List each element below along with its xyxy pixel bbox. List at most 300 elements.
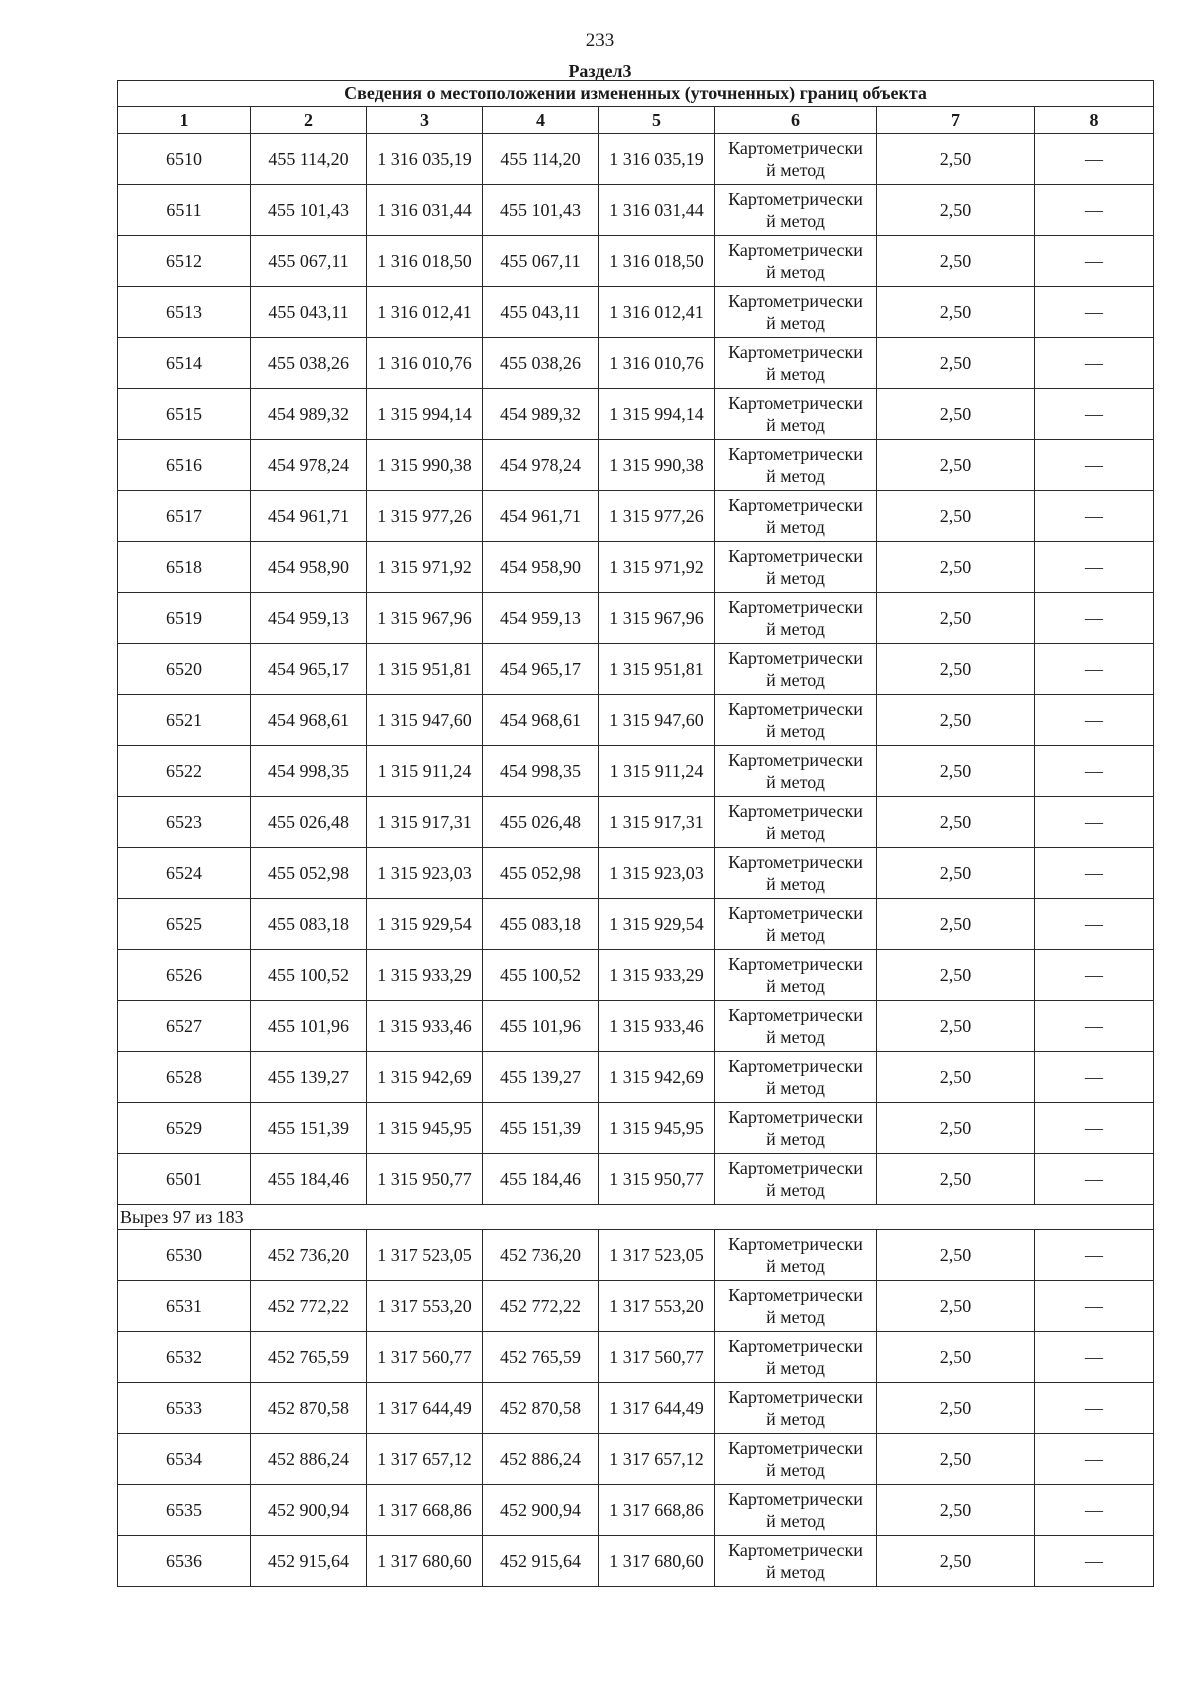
x-coordinate-existing-cell: 455 083,18 xyxy=(251,899,367,950)
method-cell xyxy=(715,389,877,440)
note-cell: — xyxy=(1035,1154,1154,1205)
note-cell: — xyxy=(1035,440,1154,491)
method-line-2: й метод xyxy=(766,211,825,231)
x-coordinate-existing-cell: 454 961,71 xyxy=(251,491,367,542)
method-line-1: Картометрически xyxy=(728,1285,863,1305)
y-coordinate-new-cell: 1 317 680,60 xyxy=(599,1536,715,1587)
method-line-1: Картометрически xyxy=(728,852,863,872)
x-coordinate-new-cell: 455 101,96 xyxy=(483,1001,599,1052)
point-number-cell: 6528 xyxy=(118,1052,251,1103)
method-cell xyxy=(715,593,877,644)
point-number-cell: 6535 xyxy=(118,1485,251,1536)
table-row xyxy=(118,185,1154,236)
table-row xyxy=(118,1052,1154,1103)
table-row xyxy=(118,1536,1154,1587)
note-cell: — xyxy=(1035,338,1154,389)
method-line-2: й метод xyxy=(766,1307,825,1327)
accuracy-cell: 2,50 xyxy=(877,134,1035,185)
accuracy-cell: 2,50 xyxy=(877,1154,1035,1205)
note-cell: — xyxy=(1035,848,1154,899)
x-coordinate-new-cell: 455 114,20 xyxy=(483,134,599,185)
x-coordinate-new-cell: 452 870,58 xyxy=(483,1383,599,1434)
method-line-1: Картометрически xyxy=(728,801,863,821)
accuracy-cell: 2,50 xyxy=(877,185,1035,236)
x-coordinate-existing-cell: 452 915,64 xyxy=(251,1536,367,1587)
y-coordinate-existing-cell: 1 315 990,38 xyxy=(367,440,483,491)
method-cell xyxy=(715,746,877,797)
method-cell xyxy=(715,644,877,695)
y-coordinate-existing-cell: 1 315 942,69 xyxy=(367,1052,483,1103)
point-number-cell: 6515 xyxy=(118,389,251,440)
note-cell: — xyxy=(1035,1485,1154,1536)
table-row xyxy=(118,542,1154,593)
method-line-1: Картометрически xyxy=(728,291,863,311)
x-coordinate-existing-cell: 455 038,26 xyxy=(251,338,367,389)
y-coordinate-new-cell: 1 315 911,24 xyxy=(599,746,715,797)
column-number: 8 xyxy=(1035,107,1154,134)
point-number-cell: 6529 xyxy=(118,1103,251,1154)
point-number-cell: 6522 xyxy=(118,746,251,797)
x-coordinate-existing-cell: 455 101,43 xyxy=(251,185,367,236)
y-coordinate-new-cell: 1 317 553,20 xyxy=(599,1281,715,1332)
note-cell: — xyxy=(1035,1332,1154,1383)
x-coordinate-new-cell: 452 886,24 xyxy=(483,1434,599,1485)
method-line-2: й метод xyxy=(766,262,825,282)
method-line-1: Картометрически xyxy=(728,138,863,158)
table-row xyxy=(118,389,1154,440)
method-line-2: й метод xyxy=(766,1460,825,1480)
accuracy-cell: 2,50 xyxy=(877,899,1035,950)
method-cell xyxy=(715,1332,877,1383)
point-number-cell: 6514 xyxy=(118,338,251,389)
x-coordinate-new-cell: 454 965,17 xyxy=(483,644,599,695)
x-coordinate-new-cell: 455 052,98 xyxy=(483,848,599,899)
y-coordinate-new-cell: 1 315 947,60 xyxy=(599,695,715,746)
accuracy-cell: 2,50 xyxy=(877,287,1035,338)
method-cell xyxy=(715,134,877,185)
table-row xyxy=(118,695,1154,746)
note-cell: — xyxy=(1035,746,1154,797)
method-line-2: й метод xyxy=(766,823,825,843)
method-cell xyxy=(715,1383,877,1434)
method-line-2: й метод xyxy=(766,1027,825,1047)
method-line-1: Картометрически xyxy=(728,1489,863,1509)
method-cell xyxy=(715,695,877,746)
accuracy-cell: 2,50 xyxy=(877,797,1035,848)
accuracy-cell: 2,50 xyxy=(877,1536,1035,1587)
method-cell xyxy=(715,899,877,950)
method-line-2: й метод xyxy=(766,466,825,486)
accuracy-cell: 2,50 xyxy=(877,695,1035,746)
y-coordinate-new-cell: 1 317 657,12 xyxy=(599,1434,715,1485)
method-cell xyxy=(715,542,877,593)
x-coordinate-existing-cell: 452 772,22 xyxy=(251,1281,367,1332)
method-line-1: Картометрически xyxy=(728,954,863,974)
y-coordinate-existing-cell: 1 317 657,12 xyxy=(367,1434,483,1485)
point-number-cell: 6536 xyxy=(118,1536,251,1587)
accuracy-cell: 2,50 xyxy=(877,950,1035,1001)
accuracy-cell: 2,50 xyxy=(877,644,1035,695)
y-coordinate-existing-cell: 1 315 971,92 xyxy=(367,542,483,593)
note-cell: — xyxy=(1035,695,1154,746)
method-cell xyxy=(715,1230,877,1281)
accuracy-cell: 2,50 xyxy=(877,746,1035,797)
table-row xyxy=(118,1281,1154,1332)
y-coordinate-new-cell: 1 315 951,81 xyxy=(599,644,715,695)
y-coordinate-new-cell: 1 315 923,03 xyxy=(599,848,715,899)
method-cell xyxy=(715,797,877,848)
point-number-cell: 6521 xyxy=(118,695,251,746)
y-coordinate-new-cell: 1 316 010,76 xyxy=(599,338,715,389)
method-line-2: й метод xyxy=(766,1358,825,1378)
note-cell: — xyxy=(1035,1001,1154,1052)
note-cell: — xyxy=(1035,389,1154,440)
y-coordinate-new-cell: 1 315 950,77 xyxy=(599,1154,715,1205)
x-coordinate-new-cell: 452 772,22 xyxy=(483,1281,599,1332)
table-row xyxy=(118,1230,1154,1281)
accuracy-cell: 2,50 xyxy=(877,848,1035,899)
table-row xyxy=(118,797,1154,848)
note-cell: — xyxy=(1035,593,1154,644)
method-line-1: Картометрически xyxy=(728,1005,863,1025)
column-number: 1 xyxy=(118,107,251,134)
y-coordinate-new-cell: 1 315 977,26 xyxy=(599,491,715,542)
y-coordinate-new-cell: 1 315 971,92 xyxy=(599,542,715,593)
point-number-cell: 6524 xyxy=(118,848,251,899)
y-coordinate-existing-cell: 1 315 933,46 xyxy=(367,1001,483,1052)
method-cell xyxy=(715,1052,877,1103)
note-cell: — xyxy=(1035,491,1154,542)
method-line-2: й метод xyxy=(766,1511,825,1531)
accuracy-cell: 2,50 xyxy=(877,1281,1035,1332)
method-line-1: Картометрически xyxy=(728,597,863,617)
x-coordinate-existing-cell: 454 968,61 xyxy=(251,695,367,746)
x-coordinate-new-cell: 454 959,13 xyxy=(483,593,599,644)
y-coordinate-new-cell: 1 315 994,14 xyxy=(599,389,715,440)
method-line-1: Картометрически xyxy=(728,903,863,923)
method-cell xyxy=(715,1154,877,1205)
accuracy-cell: 2,50 xyxy=(877,1001,1035,1052)
accuracy-cell: 2,50 xyxy=(877,1230,1035,1281)
y-coordinate-existing-cell: 1 315 911,24 xyxy=(367,746,483,797)
column-number: 2 xyxy=(251,107,367,134)
note-cell: — xyxy=(1035,899,1154,950)
point-number-cell: 6511 xyxy=(118,185,251,236)
group-label-row xyxy=(118,1205,1154,1230)
y-coordinate-existing-cell: 1 315 923,03 xyxy=(367,848,483,899)
table-row xyxy=(118,1103,1154,1154)
point-number-cell: 6501 xyxy=(118,1154,251,1205)
note-cell: — xyxy=(1035,644,1154,695)
x-coordinate-new-cell: 455 026,48 xyxy=(483,797,599,848)
x-coordinate-new-cell: 454 958,90 xyxy=(483,542,599,593)
accuracy-cell: 2,50 xyxy=(877,491,1035,542)
y-coordinate-new-cell: 1 315 917,31 xyxy=(599,797,715,848)
x-coordinate-existing-cell: 455 026,48 xyxy=(251,797,367,848)
point-number-cell: 6526 xyxy=(118,950,251,1001)
y-coordinate-existing-cell: 1 317 523,05 xyxy=(367,1230,483,1281)
method-cell xyxy=(715,491,877,542)
y-coordinate-existing-cell: 1 315 945,95 xyxy=(367,1103,483,1154)
accuracy-cell: 2,50 xyxy=(877,593,1035,644)
x-coordinate-existing-cell: 455 052,98 xyxy=(251,848,367,899)
table-row xyxy=(118,338,1154,389)
table-row xyxy=(118,593,1154,644)
point-number-cell: 6523 xyxy=(118,797,251,848)
point-number-cell: 6530 xyxy=(118,1230,251,1281)
x-coordinate-new-cell: 455 184,46 xyxy=(483,1154,599,1205)
x-coordinate-new-cell: 455 101,43 xyxy=(483,185,599,236)
accuracy-cell: 2,50 xyxy=(877,1485,1035,1536)
method-cell xyxy=(715,185,877,236)
x-coordinate-new-cell: 455 151,39 xyxy=(483,1103,599,1154)
method-line-2: й метод xyxy=(766,517,825,537)
y-coordinate-existing-cell: 1 315 917,31 xyxy=(367,797,483,848)
note-cell: — xyxy=(1035,1536,1154,1587)
point-number-cell: 6527 xyxy=(118,1001,251,1052)
note-cell: — xyxy=(1035,1383,1154,1434)
point-number-cell: 6510 xyxy=(118,134,251,185)
method-line-1: Картометрически xyxy=(728,393,863,413)
y-coordinate-new-cell: 1 316 012,41 xyxy=(599,287,715,338)
x-coordinate-new-cell: 452 765,59 xyxy=(483,1332,599,1383)
x-coordinate-existing-cell: 454 978,24 xyxy=(251,440,367,491)
table-row xyxy=(118,746,1154,797)
method-cell xyxy=(715,338,877,389)
method-line-2: й метод xyxy=(766,976,825,996)
point-number-cell: 6525 xyxy=(118,899,251,950)
y-coordinate-existing-cell: 1 315 951,81 xyxy=(367,644,483,695)
column-number-row xyxy=(118,107,1154,134)
y-coordinate-existing-cell: 1 315 933,29 xyxy=(367,950,483,1001)
point-number-cell: 6518 xyxy=(118,542,251,593)
method-cell xyxy=(715,1485,877,1536)
column-number: 6 xyxy=(715,107,877,134)
x-coordinate-new-cell: 454 961,71 xyxy=(483,491,599,542)
accuracy-cell: 2,50 xyxy=(877,1434,1035,1485)
x-coordinate-existing-cell: 455 100,52 xyxy=(251,950,367,1001)
y-coordinate-new-cell: 1 315 933,46 xyxy=(599,1001,715,1052)
note-cell: — xyxy=(1035,1230,1154,1281)
table-caption: Сведения о местоположении измененных (уточненных) границ объекта xyxy=(118,81,1154,107)
method-cell xyxy=(715,1434,877,1485)
method-line-1: Картометрически xyxy=(728,1540,863,1560)
method-line-2: й метод xyxy=(766,1180,825,1200)
point-number-cell: 6516 xyxy=(118,440,251,491)
y-coordinate-new-cell: 1 315 942,69 xyxy=(599,1052,715,1103)
table-row xyxy=(118,236,1154,287)
point-number-cell: 6517 xyxy=(118,491,251,542)
method-line-2: й метод xyxy=(766,925,825,945)
table-row xyxy=(118,1434,1154,1485)
x-coordinate-existing-cell: 455 139,27 xyxy=(251,1052,367,1103)
y-coordinate-existing-cell: 1 315 929,54 xyxy=(367,899,483,950)
accuracy-cell: 2,50 xyxy=(877,1383,1035,1434)
method-cell xyxy=(715,1536,877,1587)
note-cell: — xyxy=(1035,134,1154,185)
table-body xyxy=(118,134,1154,1587)
coordinates-table xyxy=(117,80,1154,1587)
y-coordinate-new-cell: 1 316 035,19 xyxy=(599,134,715,185)
table-row xyxy=(118,1332,1154,1383)
note-cell: — xyxy=(1035,797,1154,848)
column-number: 3 xyxy=(367,107,483,134)
x-coordinate-existing-cell: 452 886,24 xyxy=(251,1434,367,1485)
method-cell xyxy=(715,440,877,491)
y-coordinate-existing-cell: 1 317 668,86 xyxy=(367,1485,483,1536)
method-line-1: Картометрически xyxy=(728,240,863,260)
y-coordinate-new-cell: 1 316 018,50 xyxy=(599,236,715,287)
accuracy-cell: 2,50 xyxy=(877,542,1035,593)
point-number-cell: 6512 xyxy=(118,236,251,287)
y-coordinate-existing-cell: 1 315 967,96 xyxy=(367,593,483,644)
x-coordinate-existing-cell: 454 959,13 xyxy=(251,593,367,644)
method-line-1: Картометрически xyxy=(728,1438,863,1458)
point-number-cell: 6513 xyxy=(118,287,251,338)
x-coordinate-new-cell: 455 139,27 xyxy=(483,1052,599,1103)
note-cell: — xyxy=(1035,236,1154,287)
y-coordinate-existing-cell: 1 315 947,60 xyxy=(367,695,483,746)
column-number: 5 xyxy=(599,107,715,134)
section-title: Раздел3 xyxy=(568,61,632,81)
method-line-2: й метод xyxy=(766,1078,825,1098)
x-coordinate-existing-cell: 455 184,46 xyxy=(251,1154,367,1205)
table-row xyxy=(118,287,1154,338)
y-coordinate-new-cell: 1 317 644,49 xyxy=(599,1383,715,1434)
y-coordinate-existing-cell: 1 317 644,49 xyxy=(367,1383,483,1434)
method-line-2: й метод xyxy=(766,1256,825,1276)
x-coordinate-existing-cell: 455 151,39 xyxy=(251,1103,367,1154)
note-cell: — xyxy=(1035,1281,1154,1332)
method-line-1: Картометрически xyxy=(728,495,863,515)
method-line-1: Картометрически xyxy=(728,750,863,770)
y-coordinate-new-cell: 1 315 933,29 xyxy=(599,950,715,1001)
method-cell xyxy=(715,1001,877,1052)
x-coordinate-new-cell: 452 900,94 xyxy=(483,1485,599,1536)
method-line-1: Картометрически xyxy=(728,444,863,464)
table-row xyxy=(118,440,1154,491)
accuracy-cell: 2,50 xyxy=(877,440,1035,491)
y-coordinate-new-cell: 1 317 523,05 xyxy=(599,1230,715,1281)
y-coordinate-new-cell: 1 317 668,86 xyxy=(599,1485,715,1536)
method-line-2: й метод xyxy=(766,670,825,690)
method-line-1: Картометрически xyxy=(728,546,863,566)
x-coordinate-existing-cell: 452 736,20 xyxy=(251,1230,367,1281)
x-coordinate-new-cell: 452 736,20 xyxy=(483,1230,599,1281)
y-coordinate-existing-cell: 1 315 994,14 xyxy=(367,389,483,440)
y-coordinate-new-cell: 1 315 990,38 xyxy=(599,440,715,491)
table-row xyxy=(118,1001,1154,1052)
table-row xyxy=(118,491,1154,542)
y-coordinate-new-cell: 1 316 031,44 xyxy=(599,185,715,236)
method-line-2: й метод xyxy=(766,1129,825,1149)
note-cell: — xyxy=(1035,185,1154,236)
x-coordinate-new-cell: 455 067,11 xyxy=(483,236,599,287)
x-coordinate-new-cell: 455 100,52 xyxy=(483,950,599,1001)
method-line-2: й метод xyxy=(766,721,825,741)
method-line-2: й метод xyxy=(766,160,825,180)
method-cell xyxy=(715,287,877,338)
y-coordinate-existing-cell: 1 315 977,26 xyxy=(367,491,483,542)
x-coordinate-new-cell: 455 043,11 xyxy=(483,287,599,338)
method-line-2: й метод xyxy=(766,874,825,894)
y-coordinate-existing-cell: 1 317 560,77 xyxy=(367,1332,483,1383)
y-coordinate-existing-cell: 1 316 010,76 xyxy=(367,338,483,389)
note-cell: — xyxy=(1035,950,1154,1001)
method-cell xyxy=(715,950,877,1001)
y-coordinate-new-cell: 1 315 967,96 xyxy=(599,593,715,644)
x-coordinate-existing-cell: 455 043,11 xyxy=(251,287,367,338)
x-coordinate-existing-cell: 455 114,20 xyxy=(251,134,367,185)
table-row xyxy=(118,134,1154,185)
accuracy-cell: 2,50 xyxy=(877,389,1035,440)
note-cell: — xyxy=(1035,1103,1154,1154)
note-cell: — xyxy=(1035,1434,1154,1485)
y-coordinate-new-cell: 1 315 929,54 xyxy=(599,899,715,950)
x-coordinate-new-cell: 454 989,32 xyxy=(483,389,599,440)
x-coordinate-existing-cell: 454 965,17 xyxy=(251,644,367,695)
method-line-1: Картометрически xyxy=(728,1107,863,1127)
method-cell xyxy=(715,1103,877,1154)
point-number-cell: 6533 xyxy=(118,1383,251,1434)
accuracy-cell: 2,50 xyxy=(877,1332,1035,1383)
method-line-1: Картометрически xyxy=(728,189,863,209)
accuracy-cell: 2,50 xyxy=(877,1052,1035,1103)
y-coordinate-existing-cell: 1 316 031,44 xyxy=(367,185,483,236)
note-cell: — xyxy=(1035,1052,1154,1103)
method-line-2: й метод xyxy=(766,415,825,435)
table-row xyxy=(118,1154,1154,1205)
x-coordinate-existing-cell: 452 870,58 xyxy=(251,1383,367,1434)
table-row xyxy=(118,950,1154,1001)
x-coordinate-new-cell: 455 038,26 xyxy=(483,338,599,389)
method-line-1: Картометрически xyxy=(728,1387,863,1407)
method-line-1: Картометрически xyxy=(728,699,863,719)
method-line-2: й метод xyxy=(766,1562,825,1582)
y-coordinate-existing-cell: 1 316 012,41 xyxy=(367,287,483,338)
accuracy-cell: 2,50 xyxy=(877,236,1035,287)
y-coordinate-new-cell: 1 315 945,95 xyxy=(599,1103,715,1154)
method-line-1: Картометрически xyxy=(728,1234,863,1254)
accuracy-cell: 2,50 xyxy=(877,338,1035,389)
y-coordinate-existing-cell: 1 317 553,20 xyxy=(367,1281,483,1332)
x-coordinate-existing-cell: 455 067,11 xyxy=(251,236,367,287)
table-row xyxy=(118,899,1154,950)
point-number-cell: 6531 xyxy=(118,1281,251,1332)
method-line-1: Картометрически xyxy=(728,1336,863,1356)
table-row xyxy=(118,848,1154,899)
x-coordinate-new-cell: 454 998,35 xyxy=(483,746,599,797)
y-coordinate-existing-cell: 1 316 035,19 xyxy=(367,134,483,185)
accuracy-cell: 2,50 xyxy=(877,1103,1035,1154)
x-coordinate-existing-cell: 454 958,90 xyxy=(251,542,367,593)
point-number-cell: 6519 xyxy=(118,593,251,644)
y-coordinate-existing-cell: 1 315 950,77 xyxy=(367,1154,483,1205)
method-cell xyxy=(715,848,877,899)
method-line-1: Картометрически xyxy=(728,1056,863,1076)
point-number-cell: 6532 xyxy=(118,1332,251,1383)
page-number: 233 xyxy=(585,30,615,51)
x-coordinate-existing-cell: 454 998,35 xyxy=(251,746,367,797)
y-coordinate-new-cell: 1 317 560,77 xyxy=(599,1332,715,1383)
method-line-1: Картометрически xyxy=(728,1158,863,1178)
x-coordinate-new-cell: 455 083,18 xyxy=(483,899,599,950)
x-coordinate-existing-cell: 455 101,96 xyxy=(251,1001,367,1052)
x-coordinate-new-cell: 454 978,24 xyxy=(483,440,599,491)
method-line-2: й метод xyxy=(766,1409,825,1429)
x-coordinate-new-cell: 452 915,64 xyxy=(483,1536,599,1587)
x-coordinate-existing-cell: 454 989,32 xyxy=(251,389,367,440)
